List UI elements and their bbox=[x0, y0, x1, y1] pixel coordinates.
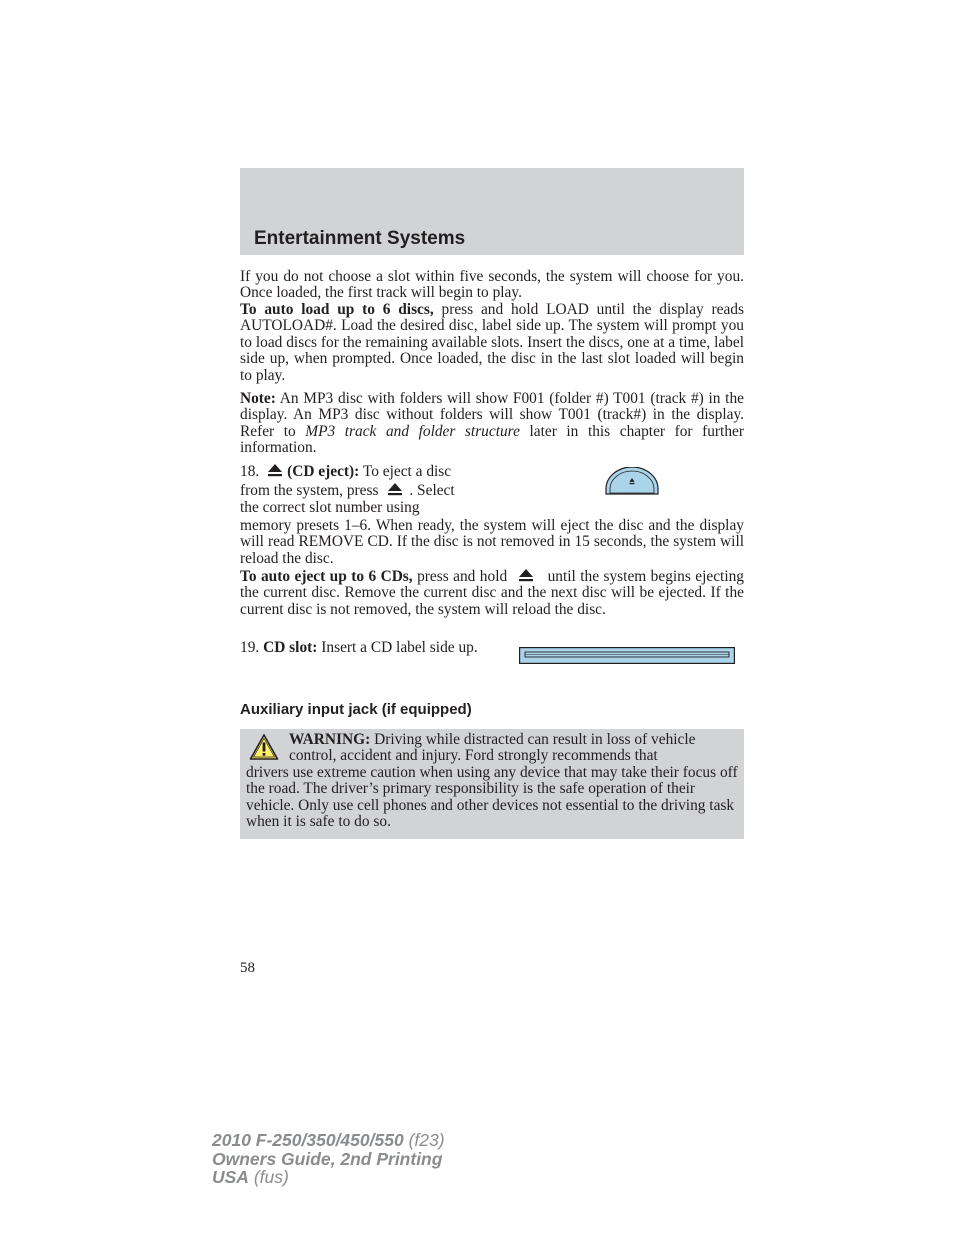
paragraph-note bbox=[240, 391, 744, 457]
eject-icon bbox=[267, 463, 283, 477]
footer-edition bbox=[212, 1131, 445, 1187]
item-18-number: 18. bbox=[240, 463, 260, 480]
warning-text bbox=[246, 732, 738, 830]
warning-line-1: Driving while distracted can result in loss of vehicle control, accident and injury. Ford strongly recommends that bbox=[289, 731, 696, 765]
auto-eject-text-1: press and hold bbox=[412, 568, 508, 585]
auto-load-lead: To auto load up to 6 discs, bbox=[240, 301, 434, 318]
footer-market-code: (fus) bbox=[248, 1167, 289, 1187]
auto-eject-text-2: until the system begins ejecting the current disc. Remove the current disc and the next disc will be ejected. If the current disc is not removed, the system will reload the disc. bbox=[240, 568, 744, 618]
item-18-line-2a: from the system, press bbox=[240, 482, 379, 500]
cd-slot[interactable] bbox=[519, 647, 735, 664]
item-18-line-1 bbox=[240, 463, 490, 481]
page-number: 58 bbox=[240, 960, 255, 976]
note-text-1: An MP3 disc with folders will show F001 (folder #) T001 (track #) in the display. An MP3 disc without folders will show T001 (track#) in the display. Refer to bbox=[240, 390, 744, 440]
footer-line-3 bbox=[212, 1168, 445, 1187]
item-18-line-2b: . Select bbox=[409, 482, 455, 500]
footer-code: (f23) bbox=[403, 1130, 445, 1150]
paragraph-slot-choice: If you do not choose a slot within five seconds, the system will choose for you. Once loaded, the first track will begin to play. bbox=[240, 268, 744, 302]
item-19 bbox=[240, 640, 490, 657]
item-19-text: Insert a CD label side up. bbox=[317, 639, 478, 656]
item-18-line-3: the correct slot number using bbox=[240, 498, 420, 516]
paragraph-eject-continued: memory presets 1–6. When ready, the system will eject the disc and the display will read REMOVE CD. If the disc is not removed in 15 seconds, the system will reload the disc. bbox=[240, 517, 744, 567]
eject-icon bbox=[387, 482, 403, 496]
auto-eject-lead: To auto eject up to 6 CDs, bbox=[240, 568, 413, 585]
auto-load-text: press and hold LOAD until the display reads AUTOLOAD#. Load the desired disc, label side up. The system will prompt you to load discs for the remaining available slots. Insert the discs, one at a time, label side up, when prompted. Once loaded, the disc in the last slot loaded will begin to play. bbox=[240, 301, 744, 384]
note-text-2: later in this chapter for further information. bbox=[240, 422, 744, 457]
footer-market: USA bbox=[212, 1167, 249, 1187]
item-18-intro bbox=[240, 463, 490, 517]
footer-line-1 bbox=[212, 1131, 445, 1150]
warning-rest: drivers use extreme caution when using any device that may take their focus off the road. The driver’s primary responsibility is the safe operation of their vehicle. Only use cell phones and other devices not essential to the driving task when it is safe to do so. bbox=[246, 763, 738, 831]
note-reference: MP3 track and folder structure bbox=[305, 422, 520, 440]
footer-line-2: Owners Guide, 2nd Printing bbox=[212, 1148, 443, 1169]
paragraph-auto-eject bbox=[240, 568, 744, 618]
footer-model: 2010 F-250/350/450/550 bbox=[212, 1130, 404, 1150]
section-title: Entertainment Systems bbox=[254, 228, 466, 249]
warning-first-lines bbox=[246, 732, 738, 765]
cd-eject-button[interactable] bbox=[605, 467, 659, 495]
note-label: Note: bbox=[240, 390, 276, 407]
eject-icon bbox=[518, 568, 534, 582]
paragraph-auto-load bbox=[240, 302, 744, 384]
item-19-number: 19. bbox=[240, 639, 260, 656]
item-19-label: CD slot: bbox=[263, 639, 318, 656]
warning-label: WARNING: bbox=[289, 731, 371, 748]
item-18-line-1-text: To eject a disc bbox=[359, 463, 452, 480]
item-18-label: (CD eject): bbox=[287, 463, 360, 480]
aux-input-heading: Auxiliary input jack (if equipped) bbox=[240, 701, 472, 718]
